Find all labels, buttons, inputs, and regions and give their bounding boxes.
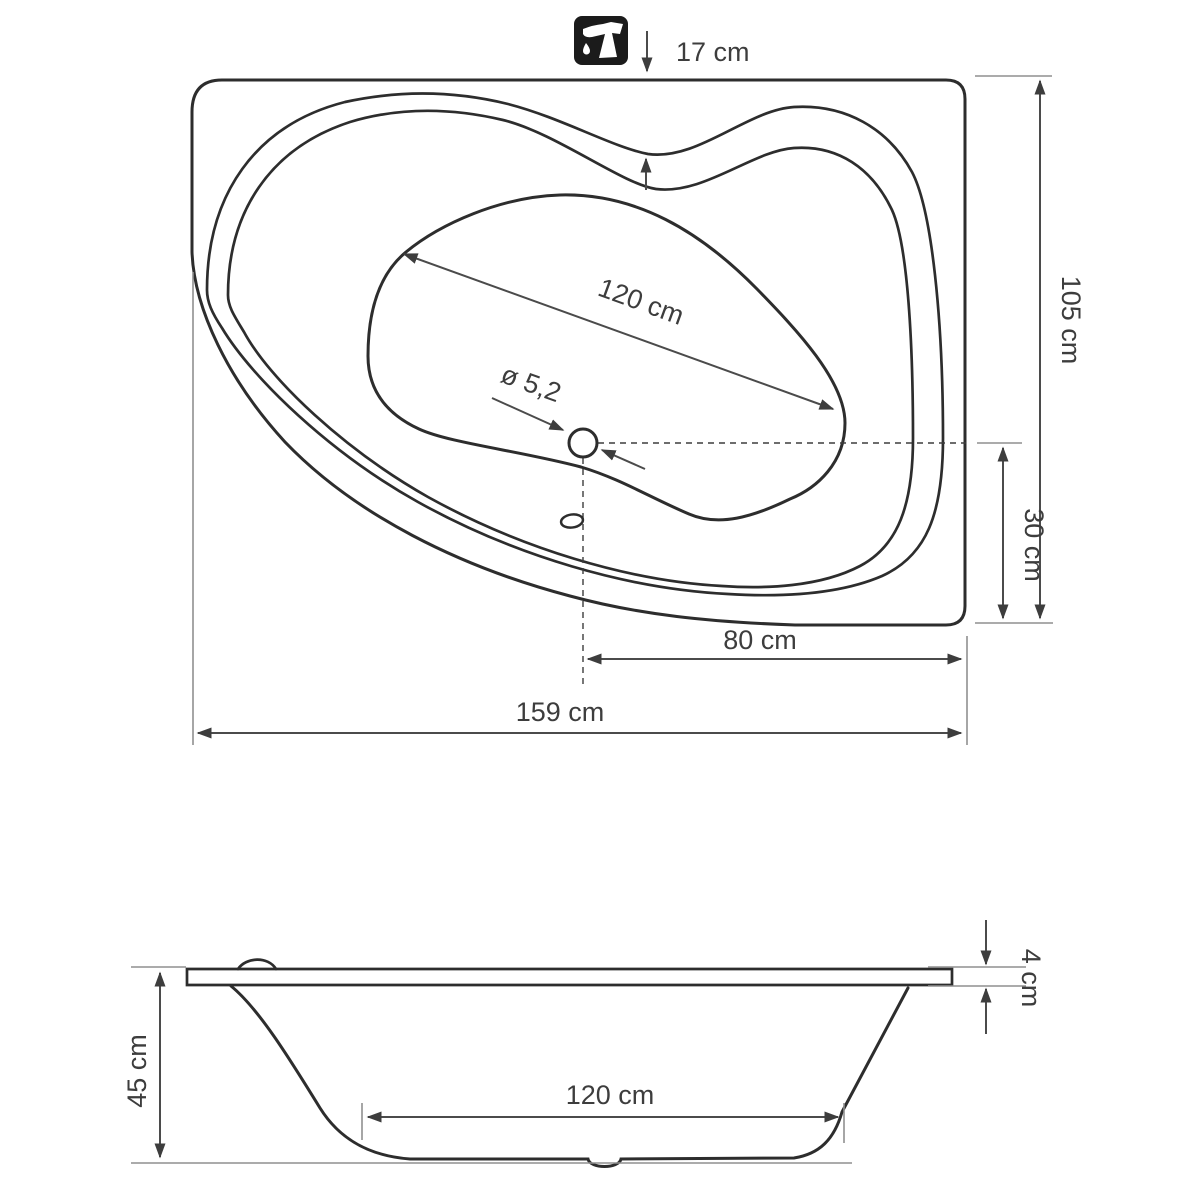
dim-label-faucet-offset: 17 cm <box>676 37 750 67</box>
dim-label-drain-diameter: ø 5,2 <box>497 358 566 409</box>
dim-label-drain-to-right-edge: 80 cm <box>723 625 797 655</box>
tub-profile-body <box>231 986 908 1167</box>
rim-deck-bar <box>187 969 952 985</box>
dim-label-overall-width: 159 cm <box>515 697 605 727</box>
dim-label-overall-height: 45 cm <box>122 1034 152 1108</box>
dim-label-base-length: 120 cm <box>565 1080 655 1110</box>
faucet-icon <box>574 16 628 65</box>
drain-hole <box>569 429 597 457</box>
dim-label-overall-depth: 105 cm <box>1056 275 1086 365</box>
tub-basin-outline <box>368 195 845 520</box>
side-view-profile <box>122 920 1046 1167</box>
dim-label-rim-thickness: 4 cm <box>1016 948 1046 1008</box>
overflow-hole <box>560 513 584 529</box>
dim-label-basin-diagonal: 120 cm <box>594 272 688 331</box>
top-view-plan <box>192 16 1086 745</box>
dim-label-drain-to-edge: 30 cm <box>1019 508 1049 582</box>
drain-diameter-leader-lower <box>602 450 645 469</box>
rim-deck-bump <box>238 960 276 969</box>
